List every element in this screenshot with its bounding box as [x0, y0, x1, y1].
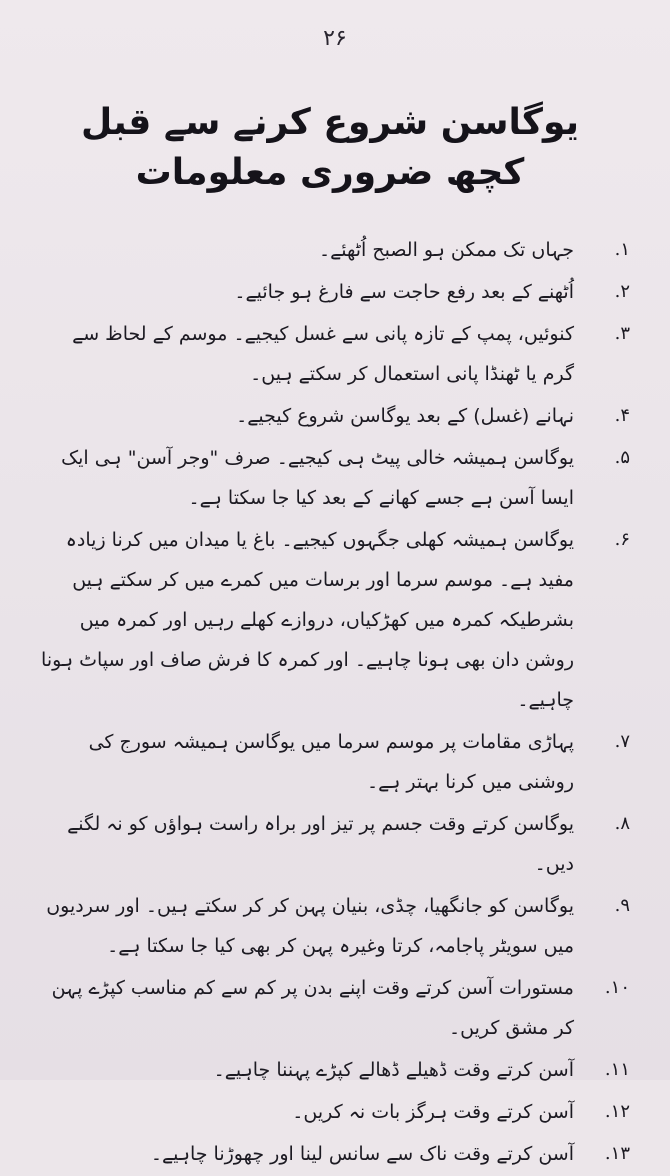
item-number: ۱۳. [604, 1143, 630, 1164]
item-number: ۶. [614, 529, 630, 550]
item-text: یوگاسن ہمیشہ خالی پیٹ ہی کیجیے۔ صرف "وجر آسن" ہی ایک ایسا آسن ہے جسے کھانے کے بعد کیا جا سکتا ہے۔ [61, 447, 574, 509]
item-number: ۲. [614, 281, 630, 302]
list-item [40, 230, 630, 270]
item-text: یوگاسن کرتے وقت جسم پر تیز اور براہ راست ہواؤں کو نہ لگنے دیں۔ [67, 813, 574, 875]
item-number: ۱۰. [604, 977, 630, 998]
list-item [40, 1134, 630, 1174]
list-item [40, 520, 630, 720]
item-number: ۹. [614, 895, 630, 916]
item-text: کنوئیں، پمپ کے تازہ پانی سے غسل کیجیے۔ موسم کے لحاظ سے گرم یا ٹھنڈا پانی استعمال کر سکتے ہیں۔ [72, 323, 574, 385]
item-number: ۱۲. [604, 1101, 630, 1122]
list-item [40, 396, 630, 436]
list-item [40, 886, 630, 966]
list-item [40, 1050, 630, 1090]
item-number: ۵. [614, 447, 630, 468]
list-item [40, 272, 630, 312]
item-text: یوگاسن ہمیشہ کھلی جگہوں کیجیے۔ باغ یا میدان میں کرنا زیادہ مفید ہے۔ موسم سرما اور برسات میں کمرے میں کر سکتے ہیں بشرطیکہ کمرہ میں کھڑکیاں، دروازے کھلے رہیں اور کمرہ میں روشن دان بھی ہونا چاہیے۔ اور کمرہ کا فرش صاف اور سپاٹ ہونا چاہیے۔ [41, 529, 574, 711]
page-number: ۲۶ [323, 26, 347, 51]
item-text: آسن کرتے وقت ناک سے سانس لینا اور چھوڑنا چاہیے۔ [150, 1143, 574, 1165]
list-item [40, 722, 630, 802]
list-item [40, 968, 630, 1048]
item-number: ۱۱. [604, 1059, 630, 1080]
item-text: آسن کرتے وقت ڈھیلے ڈھالے کپڑے پہننا چاہیے۔ [213, 1059, 574, 1081]
item-text: اُٹھنے کے بعد رفع حاجت سے فارغ ہو جائیے۔ [234, 281, 574, 303]
instruction-list [40, 230, 630, 1176]
item-text: نہانے (غسل) کے بعد یوگاسن شروع کیجیے۔ [236, 405, 574, 427]
item-text: مستورات آسن کرتے وقت اپنے بدن پر کم سے کم مناسب کپڑے پہن کر مشق کریں۔ [51, 977, 574, 1039]
list-item [40, 438, 630, 518]
item-number: ۳. [614, 323, 630, 344]
item-text: پہاڑی مقامات پر موسم سرما میں یوگاسن ہمیشہ سورج کی روشنی میں کرنا بہتر ہے۔ [88, 731, 574, 793]
item-text: یوگاسن کو جانگھیا، چڈی، بنیان پہن کر کر سکتے ہیں۔ اور سردیوں میں سویٹر پاجامہ، کرتا وغیرہ پہن کر بھی کیا جا سکتا ہے۔ [46, 895, 574, 957]
item-text: آسن کرتے وقت ہرگز بات نہ کریں۔ [292, 1101, 574, 1123]
item-number: ۷. [614, 731, 630, 752]
list-item [40, 314, 630, 394]
list-item [40, 1092, 630, 1132]
page-title: یوگاسن شروع کرنے سے قبل کچھ ضروری معلومات [80, 102, 580, 194]
item-number: ۴. [614, 405, 630, 426]
item-number: ۸. [614, 813, 630, 834]
list-item [40, 804, 630, 884]
item-text: جہاں تک ممکن ہو الصبح اُٹھئے۔ [318, 239, 574, 261]
item-number: ۱. [614, 239, 630, 260]
